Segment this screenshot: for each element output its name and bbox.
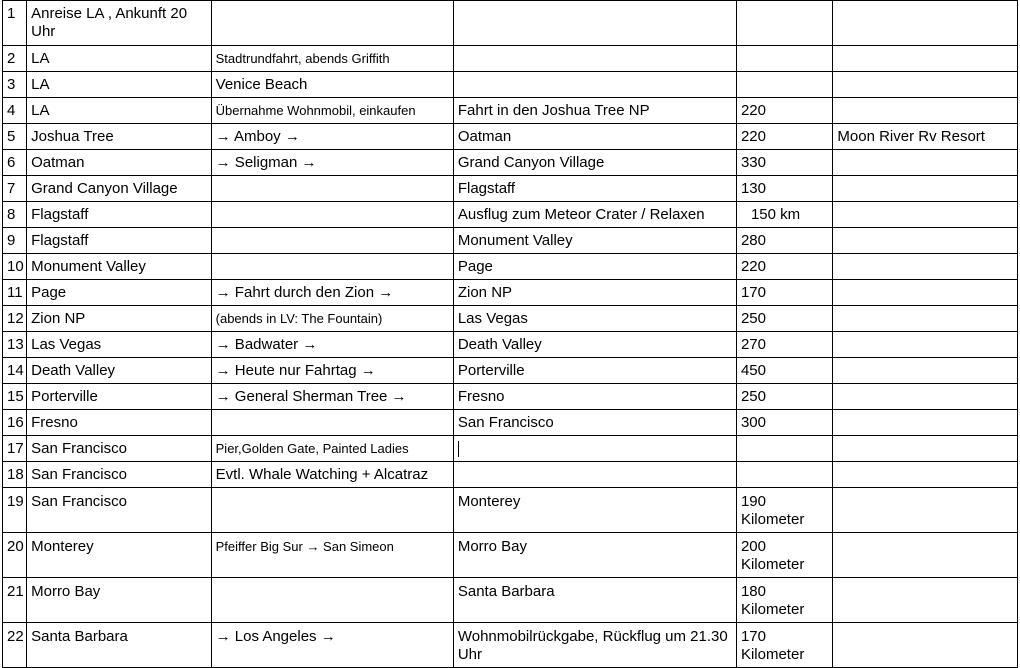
distance-cell[interactable] — [736, 384, 832, 410]
cell-text: Monterey — [31, 538, 94, 555]
activity-cell[interactable] — [211, 202, 453, 228]
distance-cell[interactable] — [736, 72, 832, 98]
cell-text: 13 — [7, 336, 24, 353]
cell-text: 2 — [7, 50, 16, 67]
day-number-cell[interactable] — [3, 98, 27, 124]
campground-cell[interactable] — [833, 280, 1018, 306]
campground-cell[interactable] — [833, 46, 1018, 72]
cell-text: 14 — [7, 362, 24, 379]
table-row — [3, 410, 1018, 436]
cell-text: → General Sherman Tree → — [215, 388, 407, 405]
cell-text: 200 Kilometer — [740, 538, 805, 573]
table-row — [3, 98, 1018, 124]
cell-text: Monterey — [457, 493, 521, 510]
destination-cell[interactable] — [453, 150, 736, 176]
day-number-cell[interactable] — [3, 280, 27, 306]
distance-cell[interactable] — [736, 176, 832, 202]
day-number-cell[interactable] — [3, 202, 27, 228]
destination-cell[interactable] — [453, 306, 736, 332]
cell-text: Stadtrundfahrt, abends Griffith — [215, 51, 390, 66]
activity-cell[interactable] — [211, 358, 453, 384]
cell-text: Oatman — [31, 154, 85, 171]
table-row — [3, 462, 1018, 488]
campground-cell[interactable] — [833, 358, 1018, 384]
activity-cell[interactable] — [211, 280, 453, 306]
distance-cell[interactable] — [736, 98, 832, 124]
destination-cell[interactable] — [453, 1, 736, 46]
distance-cell[interactable] — [736, 254, 832, 280]
campground-cell[interactable] — [833, 72, 1018, 98]
campground-cell[interactable] — [833, 384, 1018, 410]
start-location-cell[interactable] — [27, 254, 212, 280]
cell-text: Porterville — [31, 388, 98, 405]
day-number-cell[interactable] — [3, 150, 27, 176]
cell-text: 4 — [7, 102, 16, 119]
cell-text: Flagstaff — [31, 232, 89, 249]
cell-text: 6 — [7, 154, 16, 171]
cell-text: Santa Barbara — [31, 628, 128, 645]
distance-cell[interactable] — [736, 46, 832, 72]
cell-text: → Fahrt durch den Zion → — [215, 284, 394, 301]
cell-text: 280 — [740, 232, 766, 249]
destination-cell[interactable] — [453, 358, 736, 384]
activity-cell[interactable] — [211, 332, 453, 358]
start-location-cell[interactable] — [27, 124, 212, 150]
activity-cell[interactable] — [211, 124, 453, 150]
start-location-cell[interactable] — [27, 98, 212, 124]
cell-text: Pier,Golden Gate, Painted Ladies — [215, 441, 409, 456]
day-number-cell[interactable] — [3, 332, 27, 358]
cell-text: Porterville — [457, 362, 525, 379]
distance-cell[interactable] — [736, 410, 832, 436]
cell-text: Ausflug zum Meteor Crater / Relaxen — [457, 206, 705, 223]
day-number-cell[interactable] — [3, 254, 27, 280]
cell-text: 300 — [740, 414, 766, 431]
cell-text: 20 — [7, 538, 24, 555]
distance-cell[interactable] — [736, 578, 832, 623]
cell-text: 220 — [740, 102, 766, 119]
start-location-cell[interactable] — [27, 488, 212, 533]
day-number-cell[interactable] — [3, 578, 27, 623]
cell-text: Venice Beach — [215, 76, 308, 93]
table-row — [3, 150, 1018, 176]
cell-text: Page — [31, 284, 67, 301]
destination-cell[interactable] — [453, 462, 736, 488]
cell-text: Zion NP — [31, 310, 86, 327]
cell-text: San Francisco — [457, 414, 554, 431]
start-location-cell[interactable] — [27, 280, 212, 306]
campground-cell[interactable] — [833, 98, 1018, 124]
cell-text: → Heute nur Fahrtag → — [215, 362, 376, 379]
destination-cell[interactable] — [453, 533, 736, 578]
start-location-cell[interactable] — [27, 462, 212, 488]
start-location-cell[interactable] — [27, 578, 212, 623]
campground-cell[interactable] — [833, 124, 1018, 150]
campground-cell[interactable] — [833, 488, 1018, 533]
activity-cell[interactable] — [211, 254, 453, 280]
cell-text: San Francisco — [31, 493, 127, 510]
destination-cell[interactable] — [453, 46, 736, 72]
start-location-cell[interactable] — [27, 228, 212, 254]
activity-cell[interactable] — [211, 306, 453, 332]
cell-text: LA — [31, 50, 50, 67]
campground-cell[interactable] — [833, 578, 1018, 623]
cell-text: 180 Kilometer — [740, 583, 805, 618]
distance-cell[interactable] — [736, 124, 832, 150]
cell-text: 3 — [7, 76, 16, 93]
distance-cell[interactable] — [736, 306, 832, 332]
activity-cell[interactable] — [211, 228, 453, 254]
activity-cell[interactable] — [211, 623, 453, 668]
cell-text: San Francisco — [31, 466, 127, 483]
cell-text: Evtl. Whale Watching + Alcatraz — [215, 466, 429, 483]
cell-text: Morro Bay — [457, 538, 528, 555]
start-location-cell[interactable] — [27, 436, 212, 462]
start-location-cell[interactable] — [27, 410, 212, 436]
destination-cell[interactable] — [453, 202, 736, 228]
cell-text: Flagstaff — [457, 180, 516, 197]
start-location-cell[interactable] — [27, 176, 212, 202]
campground-cell[interactable] — [833, 436, 1018, 462]
cell-text: 7 — [7, 180, 16, 197]
campground-cell[interactable] — [833, 176, 1018, 202]
activity-cell[interactable] — [211, 72, 453, 98]
day-number-cell[interactable] — [3, 46, 27, 72]
campground-cell[interactable] — [833, 202, 1018, 228]
cell-text: 270 — [740, 336, 766, 353]
destination-cell[interactable] — [453, 176, 736, 202]
cell-text: Death Valley — [31, 362, 116, 379]
cell-text: 150 km — [750, 206, 801, 223]
day-number-cell[interactable] — [3, 488, 27, 533]
campground-cell[interactable] — [833, 306, 1018, 332]
cell-text: 170 — [740, 284, 766, 301]
activity-cell[interactable] — [211, 488, 453, 533]
activity-cell[interactable] — [211, 578, 453, 623]
cell-text: Joshua Tree — [31, 128, 114, 145]
table-row — [3, 46, 1018, 72]
cell-text: 220 — [740, 128, 766, 145]
cell-text: Page — [457, 258, 493, 275]
destination-cell[interactable] — [453, 578, 736, 623]
distance-cell[interactable] — [736, 202, 832, 228]
table-row — [3, 332, 1018, 358]
cell-text: → Badwater → — [215, 336, 318, 353]
day-number-cell[interactable] — [3, 462, 27, 488]
destination-cell[interactable] — [453, 332, 736, 358]
destination-cell[interactable] — [453, 98, 736, 124]
day-number-cell[interactable] — [3, 384, 27, 410]
campground-cell[interactable] — [833, 254, 1018, 280]
start-location-cell[interactable] — [27, 1, 212, 46]
itinerary-sheet — [2, 0, 1020, 668]
destination-cell[interactable] — [453, 488, 736, 533]
cell-text: 450 — [740, 362, 766, 379]
distance-cell[interactable] — [736, 533, 832, 578]
activity-cell[interactable] — [211, 150, 453, 176]
start-location-cell[interactable] — [27, 202, 212, 228]
destination-cell[interactable] — [453, 280, 736, 306]
cell-text: 330 — [740, 154, 766, 171]
destination-cell[interactable] — [453, 124, 736, 150]
cell-text: Fresno — [457, 388, 505, 405]
distance-cell[interactable] — [736, 332, 832, 358]
table-row — [3, 488, 1018, 533]
table-row — [3, 384, 1018, 410]
distance-cell[interactable] — [736, 462, 832, 488]
cell-text: 130 — [740, 180, 766, 197]
cell-text: 190 Kilometer — [740, 493, 805, 528]
table-row — [3, 533, 1018, 578]
cell-text: Grand Canyon Village — [31, 180, 178, 197]
destination-cell[interactable] — [453, 410, 736, 436]
cell-text: → Amboy → — [215, 128, 300, 145]
distance-cell[interactable] — [736, 1, 832, 46]
activity-cell[interactable] — [211, 1, 453, 46]
day-number-cell[interactable] — [3, 124, 27, 150]
cell-text: 9 — [7, 232, 16, 249]
day-number-cell[interactable] — [3, 358, 27, 384]
table-row — [3, 124, 1018, 150]
distance-cell[interactable] — [736, 150, 832, 176]
cell-text: 16 — [7, 414, 24, 431]
cell-text: 1 — [7, 5, 16, 22]
itinerary-body — [3, 1, 1018, 668]
activity-cell[interactable] — [211, 176, 453, 202]
cell-text: Santa Barbara — [457, 583, 555, 600]
cell-text: Fresno — [31, 414, 78, 431]
distance-cell[interactable] — [736, 488, 832, 533]
table-row — [3, 254, 1018, 280]
start-location-cell[interactable] — [27, 623, 212, 668]
table-row — [3, 176, 1018, 202]
activity-cell[interactable] — [211, 410, 453, 436]
destination-cell[interactable] — [453, 436, 736, 462]
table-row — [3, 72, 1018, 98]
table-row — [3, 280, 1018, 306]
day-number-cell[interactable] — [3, 436, 27, 462]
start-location-cell[interactable] — [27, 72, 212, 98]
activity-cell[interactable] — [211, 46, 453, 72]
cell-text: Oatman — [457, 128, 512, 145]
cell-text: 5 — [7, 128, 16, 145]
campground-cell[interactable] — [833, 150, 1018, 176]
distance-cell[interactable] — [736, 623, 832, 668]
text-cursor — [458, 441, 459, 457]
start-location-cell[interactable] — [27, 306, 212, 332]
destination-cell[interactable] — [453, 384, 736, 410]
cell-text: Morro Bay — [31, 583, 101, 600]
campground-cell[interactable] — [833, 410, 1018, 436]
day-number-cell[interactable] — [3, 176, 27, 202]
table-row — [3, 436, 1018, 462]
activity-cell[interactable] — [211, 533, 453, 578]
day-number-cell[interactable] — [3, 623, 27, 668]
cell-text: Pfeiffer Big Sur → San Simeon — [215, 539, 394, 554]
destination-cell[interactable] — [453, 254, 736, 280]
distance-cell[interactable] — [736, 228, 832, 254]
destination-cell[interactable] — [453, 623, 736, 668]
cell-text: 21 — [7, 583, 24, 600]
day-number-cell[interactable] — [3, 1, 27, 46]
cell-text: 250 — [740, 310, 766, 327]
destination-cell[interactable] — [453, 228, 736, 254]
cell-text: Moon River Rv Resort — [837, 128, 985, 145]
table-row — [3, 578, 1018, 623]
activity-cell[interactable] — [211, 436, 453, 462]
start-location-cell[interactable] — [27, 46, 212, 72]
start-location-cell[interactable] — [27, 332, 212, 358]
distance-cell[interactable] — [736, 280, 832, 306]
table-row — [3, 306, 1018, 332]
cell-text: 8 — [7, 206, 16, 223]
campground-cell[interactable] — [833, 1, 1018, 46]
cell-text: LA — [31, 76, 50, 93]
cell-text: 12 — [7, 310, 24, 327]
cell-text: 11 — [7, 284, 23, 301]
day-number-cell[interactable] — [3, 306, 27, 332]
campground-cell[interactable] — [833, 332, 1018, 358]
cell-text: San Francisco — [31, 440, 127, 457]
cell-text: LA — [31, 102, 50, 119]
day-number-cell[interactable] — [3, 533, 27, 578]
cell-text: Flagstaff — [31, 206, 89, 223]
cell-text: → Seligman → — [215, 154, 317, 171]
start-location-cell[interactable] — [27, 533, 212, 578]
campground-cell[interactable] — [833, 462, 1018, 488]
cell-text: Monument Valley — [457, 232, 573, 249]
cell-text: 250 — [740, 388, 766, 405]
table-row — [3, 1, 1018, 46]
cell-text: (abends in LV: The Fountain) — [215, 311, 383, 326]
cell-text: Death Valley — [457, 336, 542, 353]
destination-cell[interactable] — [453, 72, 736, 98]
table-row — [3, 623, 1018, 668]
cell-text: Zion NP — [457, 284, 513, 301]
distance-cell[interactable] — [736, 436, 832, 462]
activity-cell[interactable] — [211, 462, 453, 488]
campground-cell[interactable] — [833, 533, 1018, 578]
cell-text: 220 — [740, 258, 766, 275]
cell-text: Fahrt in den Joshua Tree NP — [457, 102, 650, 119]
table-row — [3, 202, 1018, 228]
activity-cell[interactable] — [211, 98, 453, 124]
cell-text: 15 — [7, 388, 24, 405]
distance-cell[interactable] — [736, 358, 832, 384]
cell-text: Anreise LA , Ankunft 20 Uhr — [31, 5, 188, 40]
cell-text: 10 — [7, 258, 24, 275]
activity-cell[interactable] — [211, 384, 453, 410]
cell-text: Übernahme Wohnmobil, einkaufen — [215, 103, 416, 118]
cell-text: Wohnmobilrückgabe, Rückflug um 21.30 Uhr — [457, 628, 728, 663]
cell-text: 170 Kilometer — [740, 628, 805, 663]
start-location-cell[interactable] — [27, 384, 212, 410]
cell-text: 18 — [7, 466, 24, 483]
itinerary-table — [2, 0, 1018, 668]
cell-text: 19 — [7, 493, 24, 510]
table-row — [3, 228, 1018, 254]
day-number-cell[interactable] — [3, 410, 27, 436]
start-location-cell[interactable] — [27, 358, 212, 384]
cell-text: Monument Valley — [31, 258, 146, 275]
cell-text: Las Vegas — [31, 336, 102, 353]
cell-text: Grand Canyon Village — [457, 154, 605, 171]
campground-cell[interactable] — [833, 228, 1018, 254]
day-number-cell[interactable] — [3, 228, 27, 254]
day-number-cell[interactable] — [3, 72, 27, 98]
table-row — [3, 358, 1018, 384]
campground-cell[interactable] — [833, 623, 1018, 668]
cell-text: Las Vegas — [457, 310, 528, 327]
cell-text: 22 — [7, 628, 24, 645]
start-location-cell[interactable] — [27, 150, 212, 176]
cell-text: → Los Angeles → — [215, 628, 336, 645]
cell-text: 17 — [7, 440, 24, 457]
